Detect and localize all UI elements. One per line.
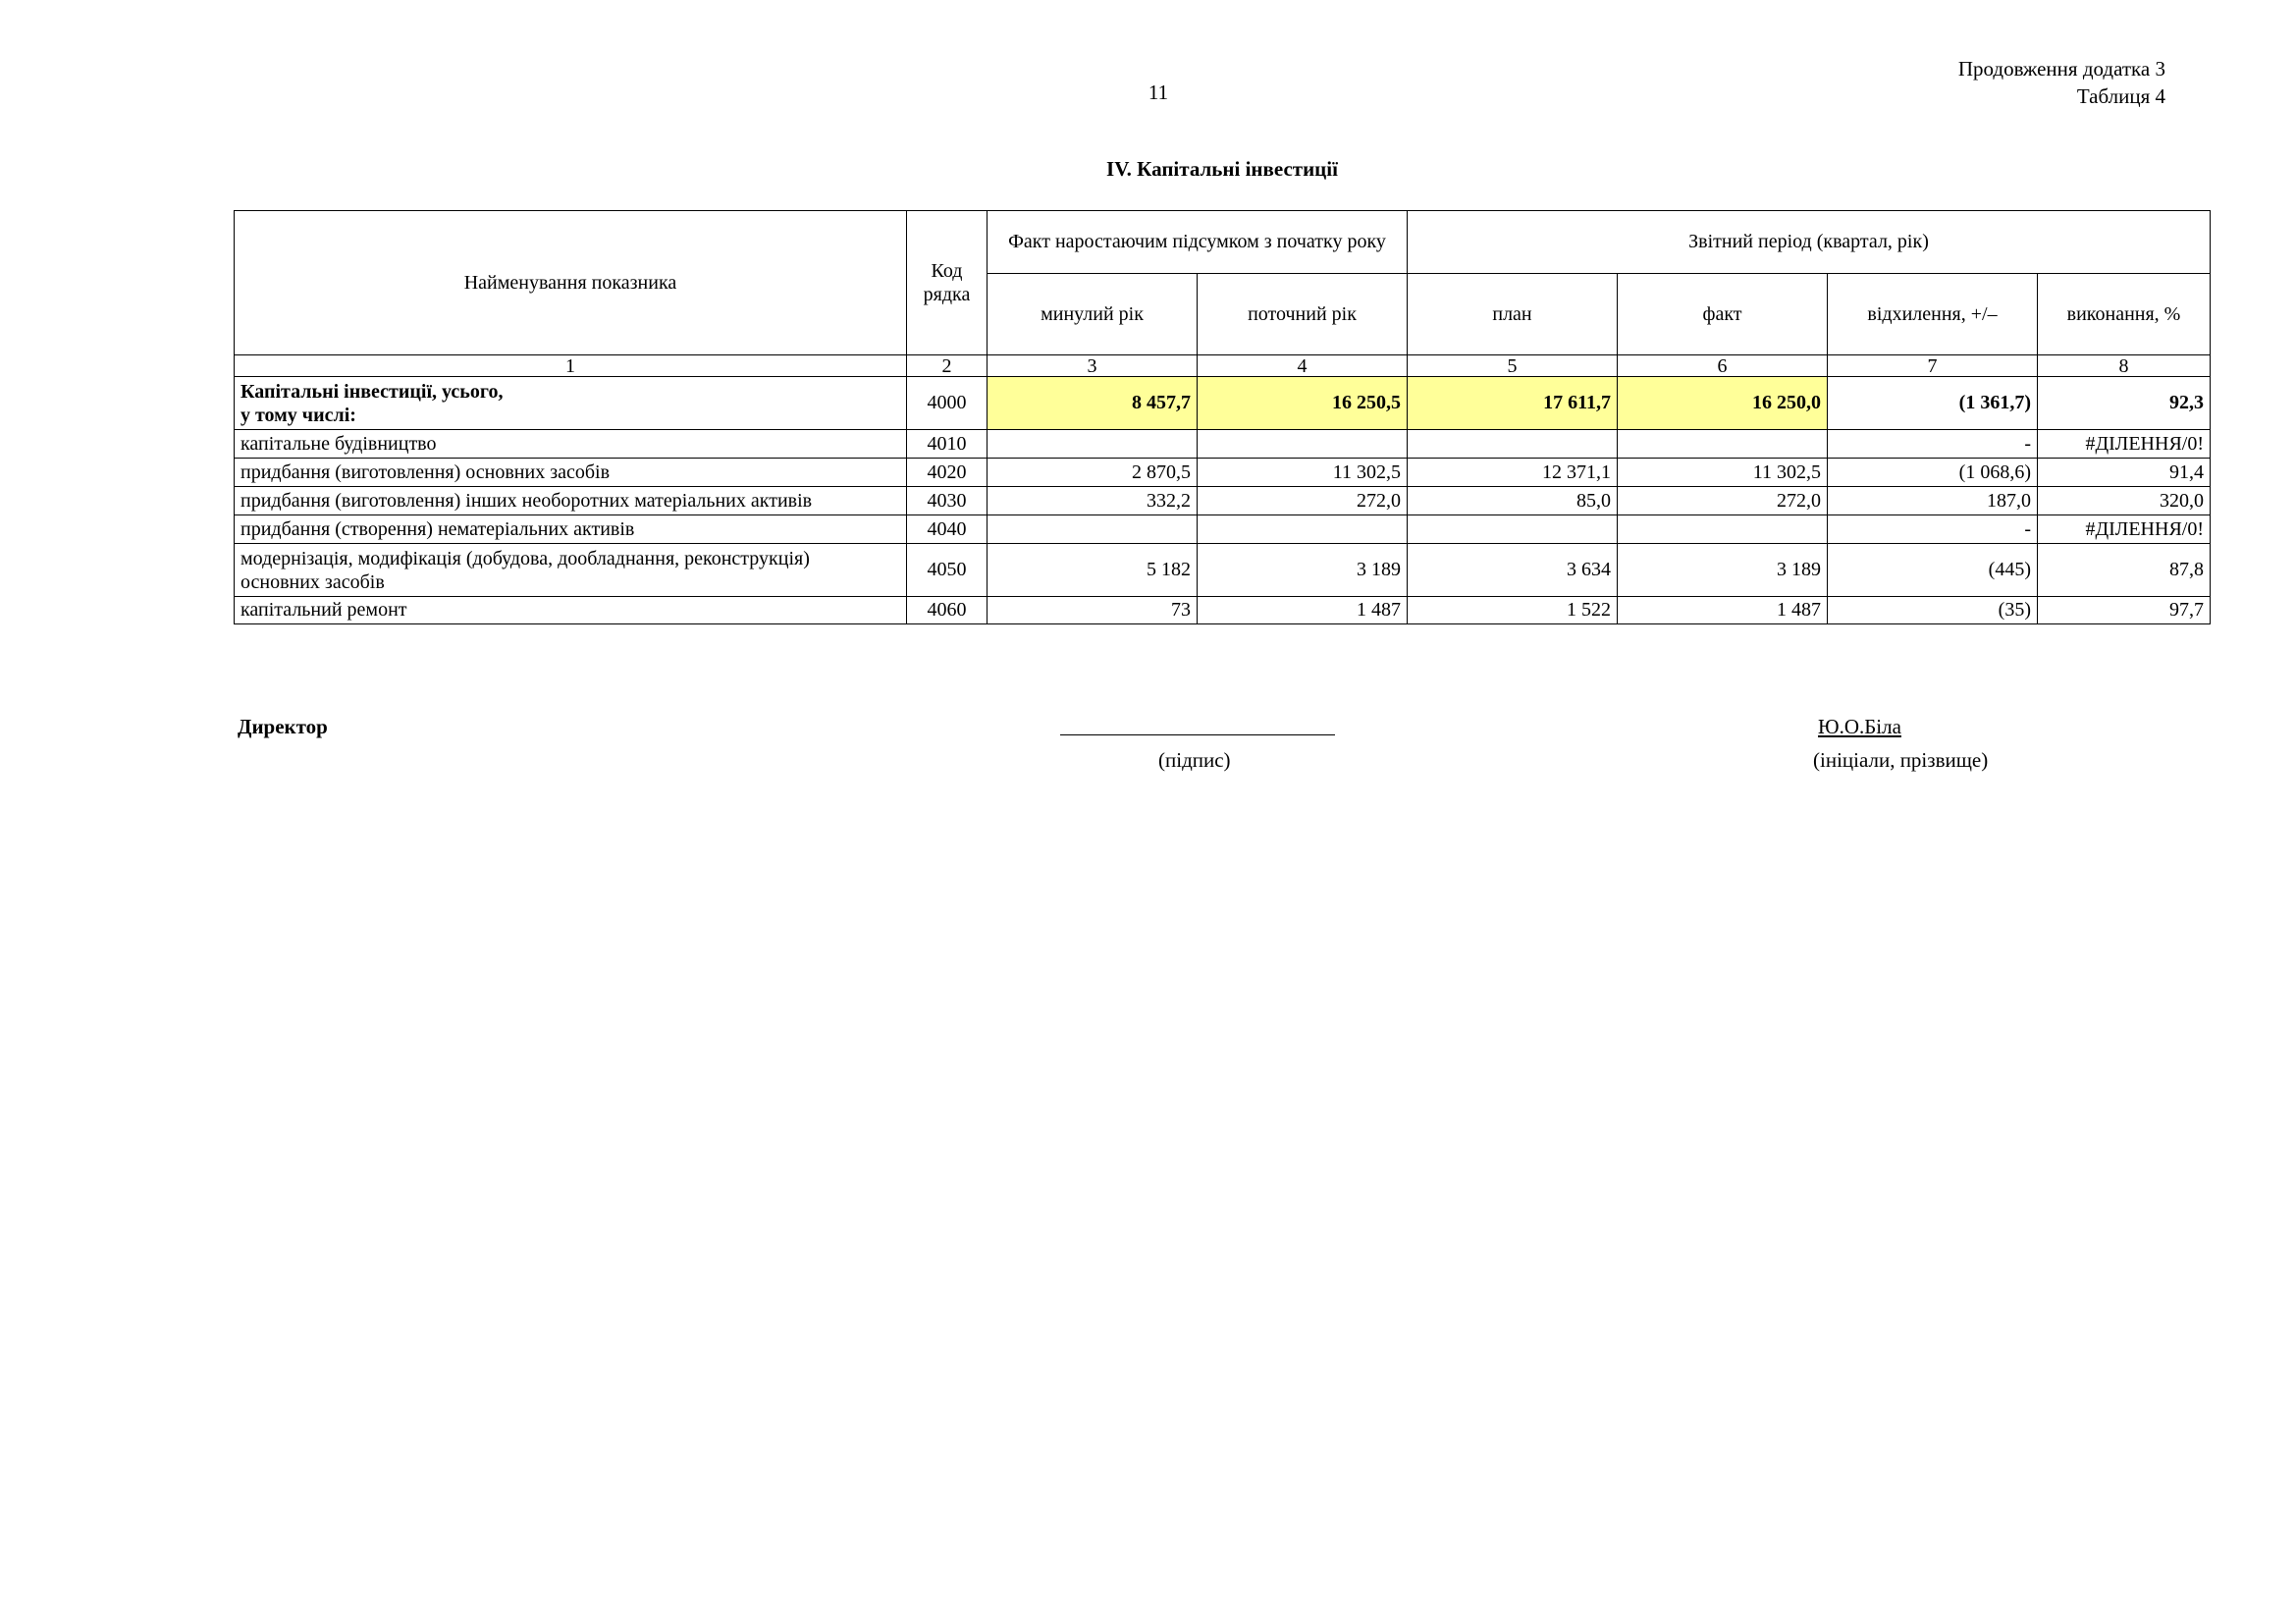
cell-prev-year [988,430,1198,459]
cell-execution: 91,4 [2038,459,2211,487]
cell-deviation: (445) [1828,544,2038,597]
row-name-line: у тому числі: [240,404,356,426]
cell-curr-year: 16 250,5 [1198,377,1408,430]
row-code: 4020 [907,459,988,487]
column-number: 1 [235,355,907,377]
cell-fact: 1 487 [1618,597,1828,624]
cell-plan [1408,515,1618,544]
header-row-1 [235,211,2211,274]
column-number: 4 [1198,355,1408,377]
cell-prev-year: 2 870,5 [988,459,1198,487]
header-code: Код рядка [907,211,988,355]
cell-prev-year: 73 [988,597,1198,624]
cell-prev-year: 5 182 [988,544,1198,597]
cell-plan: 85,0 [1408,487,1618,515]
capital-investments-table [234,210,2211,624]
cell-plan: 1 522 [1408,597,1618,624]
table-row [235,515,2211,544]
signatory-position: Директор [238,715,328,738]
header-fact: факт [1618,274,1828,355]
continuation-label: Продовження додатка 3 [1957,57,2165,81]
cell-prev-year [988,515,1198,544]
table-reference [1958,55,2165,110]
cell-fact: 272,0 [1618,487,1828,515]
cell-execution: 87,8 [2038,544,2211,597]
header-plan: план [1408,274,1618,355]
cell-execution: #ДІЛЕННЯ/0! [2038,430,2211,459]
cell-deviation: - [1828,430,2038,459]
signatory-name: Ю.О.Біла [1818,715,1901,738]
table-row [235,459,2211,487]
cell-plan: 17 611,7 [1408,377,1618,430]
table-row [235,597,2211,624]
table-row [235,544,2211,597]
cell-fact [1618,430,1828,459]
cell-fact: 16 250,0 [1618,377,1828,430]
row-name: капітальний ремонт [235,597,907,624]
header-group-report: Звітний період (квартал, рік) [1408,211,2211,274]
row-code: 4060 [907,597,988,624]
signature-line [1060,711,1335,735]
row-code: 4000 [907,377,988,430]
name-caption: (ініціали, прізвище) [1813,748,1989,772]
row-name: придбання (виготовлення) інших необоротних матеріальних активів [235,487,907,515]
row-name: придбання (виготовлення) основних засобів [235,459,907,487]
row-name: капітальне будівництво [235,430,907,459]
table-row [235,487,2211,515]
table-label: Таблиця 4 [2076,84,2165,108]
row-name-line: основних засобів [240,570,385,593]
cell-fact: 3 189 [1618,544,1828,597]
table-row-total [235,377,2211,430]
cell-plan: 12 371,1 [1408,459,1618,487]
row-code: 4050 [907,544,988,597]
cell-execution: 97,7 [2038,597,2211,624]
column-number-row [235,355,2211,377]
row-name-line: модернізація, модифікація (добудова, дообладнання, реконструкція) [240,547,810,569]
header-group-fact: Факт наростаючим підсумком з початку року [988,211,1408,274]
header-curr-year: поточний рік [1198,274,1408,355]
column-number: 8 [2038,355,2211,377]
cell-fact [1618,515,1828,544]
column-number: 5 [1408,355,1618,377]
header-execution: виконання, % [2038,274,2211,355]
signature-caption: (підпис) [1158,748,1231,772]
cell-prev-year: 332,2 [988,487,1198,515]
column-number: 2 [907,355,988,377]
column-number: 3 [988,355,1198,377]
cell-execution: 92,3 [2038,377,2211,430]
cell-plan: 3 634 [1408,544,1618,597]
row-code: 4040 [907,515,988,544]
column-number: 7 [1828,355,2038,377]
row-code: 4010 [907,430,988,459]
cell-curr-year: 3 189 [1198,544,1408,597]
row-name [235,544,907,597]
cell-fact: 11 302,5 [1618,459,1828,487]
cell-deviation: (35) [1828,597,2038,624]
row-name-line: Капітальні інвестиції, усього, [240,380,504,403]
cell-curr-year: 11 302,5 [1198,459,1408,487]
row-name: придбання (створення) нематеріальних активів [235,515,907,544]
cell-plan [1408,430,1618,459]
section-title: IV. Капітальні інвестиції [1106,157,1338,181]
header-name: Найменування показника [235,211,907,355]
header-prev-year: минулий рік [988,274,1198,355]
row-code: 4030 [907,487,988,515]
cell-prev-year: 8 457,7 [988,377,1198,430]
header-deviation: відхилення, +/– [1828,274,2038,355]
table-row [235,430,2211,459]
cell-deviation: (1 361,7) [1828,377,2038,430]
cell-execution: 320,0 [2038,487,2211,515]
row-name [235,377,907,430]
cell-curr-year: 272,0 [1198,487,1408,515]
cell-curr-year [1198,430,1408,459]
cell-deviation: (1 068,6) [1828,459,2038,487]
cell-execution: #ДІЛЕННЯ/0! [2038,515,2211,544]
cell-curr-year [1198,515,1408,544]
cell-curr-year: 1 487 [1198,597,1408,624]
cell-deviation: 187,0 [1828,487,2038,515]
page-number: 11 [1148,81,1169,104]
column-number: 6 [1618,355,1828,377]
cell-deviation: - [1828,515,2038,544]
